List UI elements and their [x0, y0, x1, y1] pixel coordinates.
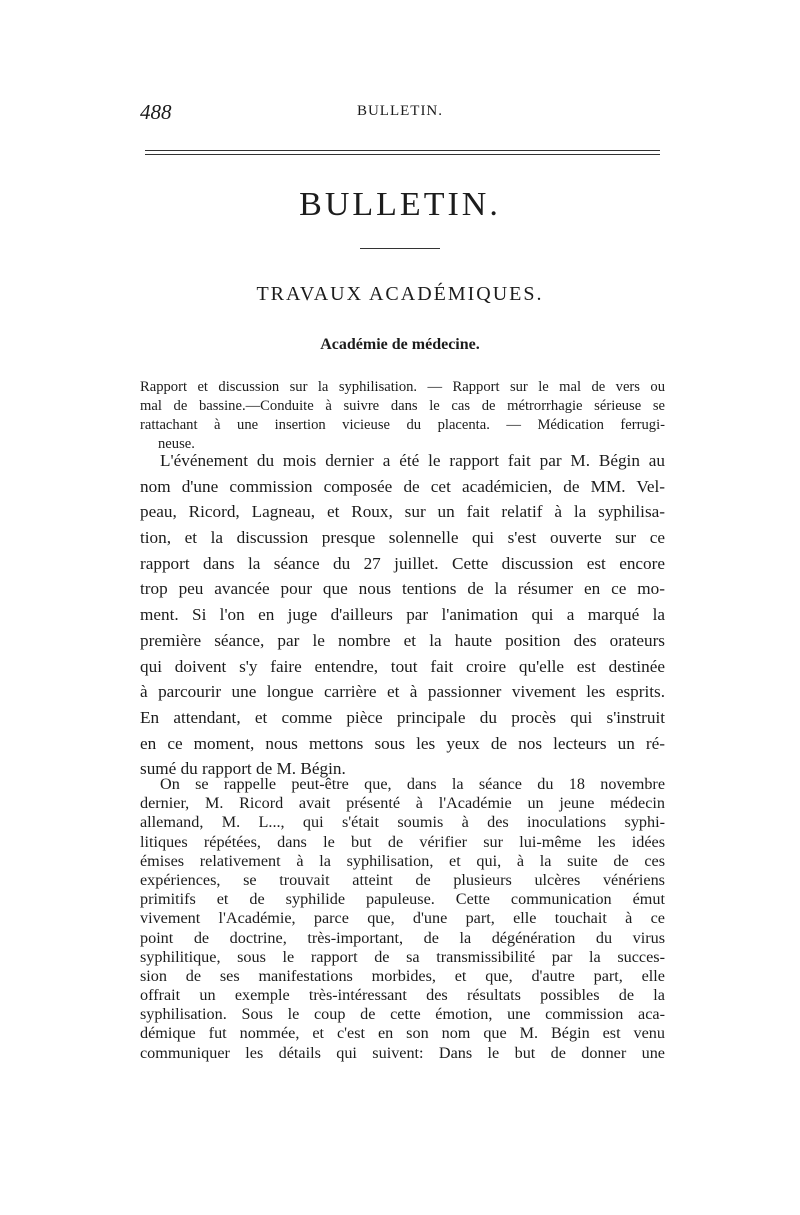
subsection-title: Académie de médecine.: [320, 336, 480, 353]
summary-line: rattachant à une insertion vicieuse du placenta. — Médication ferrugi-: [140, 417, 665, 433]
title-rule: [360, 248, 440, 249]
running-head: [140, 100, 660, 126]
text-line: offrait un exemple très-intéressant des résultats possibles de la: [140, 986, 665, 1005]
text-line: En attendant, et comme pièce principale du procès qui s'instruit: [140, 707, 665, 727]
text-line: émises relativement à la syphilisation, et qui, à la suite de ces: [140, 851, 665, 870]
text-line: communiquer les détails qui suivent: Dans le but de donner une: [140, 1043, 665, 1062]
header-rule: [145, 150, 660, 155]
text-line: qui doivent s'y faire entendre, tout fait croire qu'elle est destinée: [140, 656, 665, 676]
page-number: 488: [140, 100, 172, 124]
text-line: démique fut nommée, et c'est en son nom que M. Bégin est venu: [140, 1024, 665, 1043]
text-line: nom d'une commission composée de cet académicien, de MM. Vel-: [140, 476, 665, 496]
text-line: trop peu avancée pour que nous tentions de la résumer en ce mo-: [140, 579, 665, 599]
text-line: tion, et la discussion presque solennelle qui s'est ouverte sur ce: [140, 528, 665, 548]
text-line: sumé du rapport de M. Bégin.: [140, 759, 346, 779]
summary-line: neuse.: [158, 436, 195, 452]
text-line: On se rappelle peut-être que, dans la séance du 18 novembre: [160, 775, 665, 793]
text-line: rapport dans la séance du 27 juillet. Cette discussion est encore: [140, 553, 665, 573]
text-line: à parcourir une longue carrière et à passionner vivement les esprits.: [140, 682, 665, 702]
summary-line: Rapport et discussion sur la syphilisation. — Rapport sur le mal de vers ou: [140, 379, 665, 395]
text-line: première séance, par le nombre et la haute position des orateurs: [140, 630, 665, 650]
page-title: BULLETIN.: [299, 186, 501, 223]
text-line: syphilitique, sous le rapport de sa transmissibilité par la succes-: [140, 947, 665, 966]
text-line: vivement l'Académie, parce que, d'une part, elle touchait à ce: [140, 909, 665, 928]
summary-block: [140, 378, 665, 454]
text-line: ment. Si l'on en juge d'ailleurs par l'animation qui a marqué la: [140, 605, 665, 625]
summary-line: mal de bassine.—Conduite à suivre dans le cas de métrorrhagie sérieuse se: [140, 398, 665, 414]
text-line: sion de ses manifestations morbides, et que, d'autre part, elle: [140, 966, 665, 985]
running-title: BULLETIN.: [356, 103, 444, 119]
text-line: allemand, M. L..., qui s'était soumis à des inoculations syphi-: [140, 813, 665, 832]
text-line: L'événement du mois dernier a été le rapport fait par M. Bégin au: [160, 451, 665, 470]
text-line: litiques répétées, dans le but de vérifier sur lui-même les idées: [140, 832, 665, 851]
section-title: TRAVAUX ACADÉMIQUES.: [256, 283, 544, 305]
text-line: point de doctrine, très-important, de la dégénération du virus: [140, 928, 665, 947]
text-line: syphilisation. Sous le coup de cette émotion, une commission aca-: [140, 1005, 665, 1024]
text-line: peau, Ricord, Lagneau, et Roux, sur un fait relatif à la syphilisa-: [140, 502, 665, 522]
text-line: primitifs et de syphilide papuleuse. Cette communication émut: [140, 890, 665, 909]
paragraph-2: [140, 775, 665, 1063]
text-line: en ce moment, nous mettons sous les yeux de nos lecteurs un ré-: [140, 733, 665, 753]
text-line: expériences, se trouvait atteint de plusieurs ulcères vénériens: [140, 870, 665, 889]
paragraph-1: [140, 448, 665, 782]
text-line: dernier, M. Ricord avait présenté à l'Académie un jeune médecin: [140, 794, 665, 813]
